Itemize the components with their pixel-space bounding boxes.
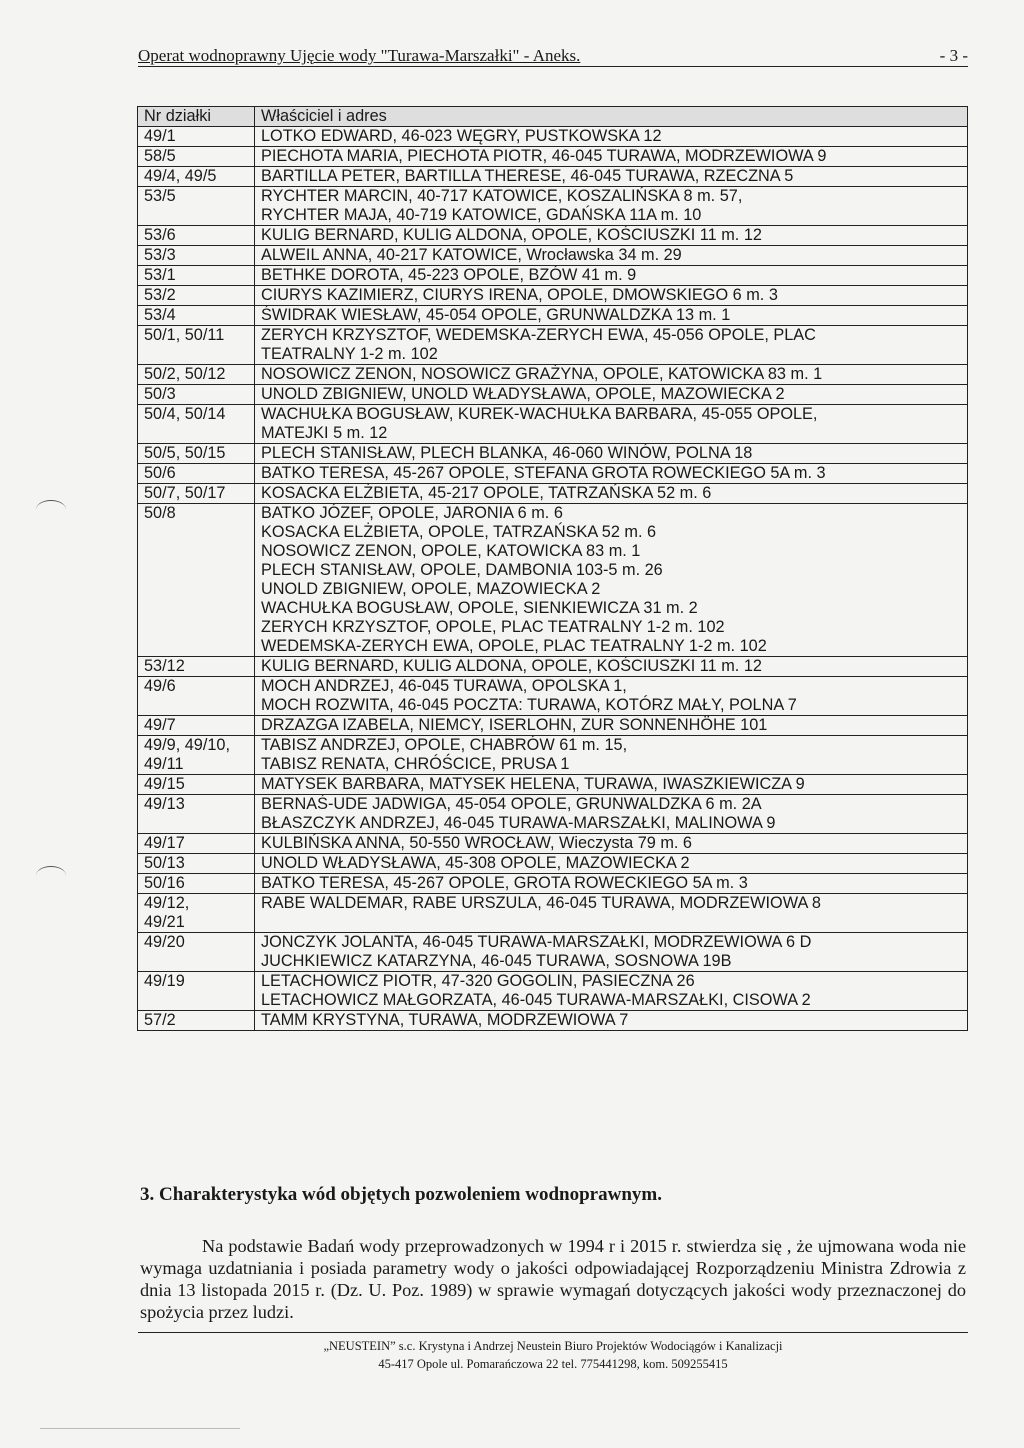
- owner-address-line: BARTILLA PETER, BARTILLA THERESE, 46-045 TURAWA, RZECZNA 5: [261, 167, 794, 185]
- table-row: [138, 933, 968, 972]
- parcel-number-cell: [138, 894, 255, 933]
- owner-address-line: RYCHTER MARCIN, 40-717 KATOWICE, KOSZALIŃSKA 8 m. 57,: [261, 187, 743, 205]
- table-row: [138, 854, 968, 874]
- owner-address-cell: [255, 775, 968, 795]
- parcel-number-cell: [138, 972, 255, 1011]
- owner-address-cell: [255, 405, 968, 444]
- scan-edge-line: [40, 1428, 240, 1429]
- footer-company: „NEUSTEIN” s.c. Krystyna i Andrzej Neustein Biuro Projektów Wodociągów i Kanalizacji: [323, 1339, 783, 1353]
- owner-address-cell: [255, 504, 968, 657]
- owner-address-cell: [255, 834, 968, 854]
- parcel-number: 50/2, 50/12: [144, 365, 226, 383]
- owner-address-line: PLECH STANISŁAW, PLECH BLANKA, 46-060 WINÓW, POLNA 18: [261, 444, 753, 462]
- parcel-number-cell: [138, 854, 255, 874]
- table-row: [138, 365, 968, 385]
- parcel-number-cell: [138, 306, 255, 326]
- owner-address-line: WEDEMSKA-ZERYCH EWA, OPOLE, PLAC TEATRALNY 1-2 m. 102: [261, 637, 767, 655]
- table-row: [138, 286, 968, 306]
- owner-address-cell: [255, 266, 968, 286]
- parcel-number: 50/8: [144, 504, 176, 522]
- owner-address-cell: [255, 1011, 968, 1031]
- owner-address-line: WACHUŁKA BOGUSŁAW, KUREK-WACHUŁKA BARBARA, 45-055 OPOLE,: [261, 405, 818, 423]
- owner-address-cell: [255, 972, 968, 1011]
- owner-address-cell: [255, 795, 968, 834]
- owner-address-cell: [255, 464, 968, 484]
- parcel-number-cell: [138, 464, 255, 484]
- owner-address-cell: [255, 933, 968, 972]
- table-header-row: [138, 107, 968, 127]
- owner-address-line: BETHKE DOROTA, 45-223 OPOLE, BZÓW 41 m. 9: [261, 266, 637, 284]
- owner-address-cell: [255, 894, 968, 933]
- parcel-number: 49/1: [144, 127, 176, 145]
- owner-address-line: KULIG BERNARD, KULIG ALDONA, OPOLE, KOŚCIUSZKI 11 m. 12: [261, 226, 762, 244]
- table-row: [138, 484, 968, 504]
- owner-address-line: ALWEIL ANNA, 40-217 KATOWICE, Wrocławska 34 m. 29: [261, 246, 682, 264]
- parcel-number: 50/5, 50/15: [144, 444, 226, 462]
- owner-address-line: DRZAZGA IZABELA, NIEMCY, ISERLOHN, ZUR SONNENHÖHE 101: [261, 716, 768, 734]
- column-header-parcel: Nr działki: [138, 107, 255, 127]
- parcel-number: 49/20: [144, 933, 185, 951]
- owner-address-line: MATEJKI 5 m. 12: [261, 424, 388, 442]
- owner-address-line: JONCZYK JOLANTA, 46-045 TURAWA-MARSZAŁKI, MODRZEWIOWA 6 D: [261, 933, 812, 951]
- table-row: [138, 736, 968, 775]
- owner-address-line: UNOLD WŁADYSŁAWA, 45-308 OPOLE, MAZOWIECKA 2: [261, 854, 690, 872]
- table-row: [138, 464, 968, 484]
- table-row: [138, 187, 968, 226]
- owner-address-line: RABE WALDEMAR, RABE URSZULA, 46-045 TURAWA, MODRZEWIOWA 8: [261, 894, 821, 912]
- parcel-number-cell: [138, 246, 255, 266]
- parcel-number: 50/6: [144, 464, 176, 482]
- parcel-number: 49/6: [144, 677, 176, 695]
- punch-hole-mark: [36, 500, 66, 519]
- owners-table: [137, 106, 968, 1031]
- parcel-number-cell: [138, 326, 255, 365]
- parcel-number-cell: [138, 167, 255, 187]
- owner-address-line: BERNAŚ-UDE JADWIGA, 45-054 OPOLE, GRUNWALDZKA 6 m. 2A: [261, 795, 762, 813]
- table-row: [138, 167, 968, 187]
- owner-address-line: BATKO JÓZEF, OPOLE, JARONIA 6 m. 6: [261, 504, 563, 522]
- owner-address-line: PIECHOTA MARIA, PIECHOTA PIOTR, 46-045 TURAWA, MODRZEWIOWA 9: [261, 147, 827, 165]
- punch-hole-mark: [36, 866, 66, 885]
- table-row: [138, 894, 968, 933]
- parcel-number: 49/13: [144, 795, 185, 813]
- page-footer: [138, 1332, 968, 1373]
- owner-address-line: NOSOWICZ ZENON, OPOLE, KATOWICKA 83 m. 1: [261, 542, 641, 560]
- parcel-number: 53/3: [144, 246, 176, 264]
- owner-address-cell: [255, 854, 968, 874]
- parcel-number-cell: [138, 1011, 255, 1031]
- parcel-number: 53/6: [144, 226, 176, 244]
- parcel-number-cell: [138, 127, 255, 147]
- table-row: [138, 657, 968, 677]
- parcel-number-cell: [138, 795, 255, 834]
- parcel-number-cell: [138, 657, 255, 677]
- owner-address-line: KULBIŃSKA ANNA, 50-550 WROCŁAW, Wieczysta 79 m. 6: [261, 834, 692, 852]
- table-row: [138, 795, 968, 834]
- parcel-number-cell: [138, 286, 255, 306]
- parcel-number: 50/13: [144, 854, 185, 872]
- table-row: [138, 266, 968, 286]
- owner-address-line: ŚWIDRAK WIESŁAW, 45-054 OPOLE, GRUNWALDZKA 13 m. 1: [261, 306, 731, 324]
- table-row: [138, 677, 968, 716]
- owner-address-cell: [255, 286, 968, 306]
- table-row: [138, 834, 968, 854]
- parcel-number: 53/1: [144, 266, 176, 284]
- owner-address-cell: [255, 246, 968, 266]
- owner-address-cell: [255, 736, 968, 775]
- owner-address-line: UNOLD ZBIGNIEW, UNOLD WŁADYSŁAWA, OPOLE, MAZOWIECKA 2: [261, 385, 785, 403]
- owner-address-line: KOSACKA ELŻBIETA, 45-217 OPOLE, TATRZAŃSKA 52 m. 6: [261, 484, 712, 502]
- table-row: [138, 226, 968, 246]
- table-row: [138, 385, 968, 405]
- parcel-number-cell: [138, 775, 255, 795]
- owner-address-cell: [255, 187, 968, 226]
- parcel-number: 50/4, 50/14: [144, 405, 226, 423]
- owner-address-line: TEATRALNY 1-2 m. 102: [261, 345, 438, 363]
- owner-address-line: KULIG BERNARD, KULIG ALDONA, OPOLE, KOŚCIUSZKI 11 m. 12: [261, 657, 762, 675]
- owner-address-cell: [255, 657, 968, 677]
- table-row: [138, 326, 968, 365]
- owner-address-cell: [255, 484, 968, 504]
- table-row: [138, 775, 968, 795]
- owner-address-line: LOTKO EDWARD, 46-023 WĘGRY, PUSTKOWSKA 12: [261, 127, 662, 145]
- table-row: [138, 1011, 968, 1031]
- footer-address: 45-417 Opole ul. Pomarańczowa 22 tel. 775441298, kom. 509255415: [378, 1357, 728, 1371]
- owner-address-line: KOSACKA ELŻBIETA, OPOLE, TATRZAŃSKA 52 m. 6: [261, 523, 657, 541]
- parcel-number: 50/16: [144, 874, 185, 892]
- parcel-number-cell: [138, 933, 255, 972]
- page-number: - 3 -: [939, 46, 968, 65]
- owner-address-line: LETACHOWICZ MAŁGORZATA, 46-045 TURAWA-MARSZAŁKI, CISOWA 2: [261, 991, 811, 1009]
- owner-address-cell: [255, 677, 968, 716]
- parcel-number-cell: [138, 716, 255, 736]
- parcel-number-cell: [138, 504, 255, 657]
- parcel-number: 53/5: [144, 187, 176, 205]
- owner-address-line: LETACHOWICZ PIOTR, 47-320 GOGOLIN, PASIECZNA 26: [261, 972, 695, 990]
- owner-address-cell: [255, 326, 968, 365]
- parcel-number: 50/1, 50/11: [144, 326, 225, 344]
- table-row: [138, 405, 968, 444]
- parcel-number: 53/4: [144, 306, 176, 324]
- parcel-number: 53/12: [144, 657, 185, 675]
- owner-address-cell: [255, 365, 968, 385]
- parcel-number: 50/7, 50/17: [144, 484, 226, 502]
- owners-table-body: [138, 127, 968, 1031]
- parcel-number: 49/12,: [144, 894, 190, 912]
- parcel-number-cell: [138, 226, 255, 246]
- owner-address-cell: [255, 444, 968, 464]
- table-row: [138, 444, 968, 464]
- parcel-number-cell: [138, 834, 255, 854]
- owner-address-cell: [255, 874, 968, 894]
- owner-address-cell: [255, 147, 968, 167]
- table-row: [138, 246, 968, 266]
- owner-address-line: BATKO TERESA, 45-267 OPOLE, STEFANA GROTA ROWECKIEGO 5A m. 3: [261, 464, 826, 482]
- table-row: [138, 147, 968, 167]
- parcel-number: 49/4, 49/5: [144, 167, 217, 185]
- parcel-number-cell: [138, 444, 255, 464]
- table-row: [138, 716, 968, 736]
- parcel-number: 49/19: [144, 972, 185, 990]
- table-row: [138, 306, 968, 326]
- parcel-number-cell: [138, 405, 255, 444]
- parcel-number: 49/11: [144, 755, 184, 773]
- owner-address-line: PLECH STANISŁAW, OPOLE, DAMBONIA 103-5 m. 26: [261, 561, 663, 579]
- table-row: [138, 874, 968, 894]
- owner-address-line: TAMM KRYSTYNA, TURAWA, MODRZEWIOWA 7: [261, 1011, 629, 1029]
- owner-address-line: MATYSEK BARBARA, MATYSEK HELENA, TURAWA, IWASZKIEWICZA 9: [261, 775, 805, 793]
- parcel-number-cell: [138, 266, 255, 286]
- owner-address-cell: [255, 226, 968, 246]
- parcel-number: 49/21: [144, 913, 185, 931]
- owner-address-cell: [255, 127, 968, 147]
- owner-address-line: UNOLD ZBIGNIEW, OPOLE, MAZOWIECKA 2: [261, 580, 601, 598]
- owner-address-line: JUCHKIEWICZ KATARZYNA, 46-045 TURAWA, SOSNOWA 19B: [261, 952, 732, 970]
- parcel-number: 49/17: [144, 834, 185, 852]
- parcel-number: 49/9, 49/10,: [144, 736, 231, 754]
- owner-address-line: CIURYS KAZIMIERZ, CIURYS IRENA, OPOLE, DMOWSKIEGO 6 m. 3: [261, 286, 778, 304]
- parcel-number-cell: [138, 385, 255, 405]
- header-title: Operat wodnoprawny Ujęcie wody "Turawa-Marszałki" - Aneks.: [138, 46, 581, 65]
- parcel-number-cell: [138, 187, 255, 226]
- table-row: [138, 972, 968, 1011]
- parcel-number-cell: [138, 147, 255, 167]
- owner-address-line: MOCH ROZWITA, 46-045 POCZTA: TURAWA, KOTÓRZ MAŁY, POLNA 7: [261, 696, 797, 714]
- owner-address-cell: [255, 306, 968, 326]
- table-row: [138, 127, 968, 147]
- section-paragraph: Na podstawie Badań wody przeprowadzonych w 1994 r i 2015 r. stwierdza się , że ujmowana woda nie wymaga uzdatniania i posiada parametry wody o jakości odpowiadającej Rozporządzeniu Ministra Zdrowia z dnia 13 listopada 2015 r. (Dz. U. Poz. 1989) w sprawie wymagań dotyczących jakości wody przeznaczonej do spożycia przez ludzi.: [140, 1236, 966, 1322]
- parcel-number: 57/2: [144, 1011, 176, 1029]
- owner-address-line: BŁASZCZYK ANDRZEJ, 46-045 TURAWA-MARSZAŁKI, MALINOWA 9: [261, 814, 776, 832]
- owner-address-line: ZERYCH KRZYSZTOF, OPOLE, PLAC TEATRALNY 1-2 m. 102: [261, 618, 725, 636]
- owner-address-line: BATKO TERESA, 45-267 OPOLE, GROTA ROWECKIEGO 5A m. 3: [261, 874, 748, 892]
- parcel-number: 49/15: [144, 775, 185, 793]
- owner-address-line: TABISZ ANDRZEJ, OPOLE, CHABRÓW 61 m. 15,: [261, 736, 628, 754]
- owner-address-line: ZERYCH KRZYSZTOF, WEDEMSKA-ZERYCH EWA, 45-056 OPOLE, PLAC: [261, 326, 816, 344]
- parcel-number-cell: [138, 365, 255, 385]
- page-header: [138, 44, 968, 67]
- parcel-number-cell: [138, 677, 255, 716]
- parcel-number: 53/2: [144, 286, 176, 304]
- owner-address-cell: [255, 167, 968, 187]
- owner-address-cell: [255, 716, 968, 736]
- owner-address-line: NOSOWICZ ZENON, NOSOWICZ GRAŻYNA, OPOLE, KATOWICKA 83 m. 1: [261, 365, 823, 383]
- parcel-number: 49/7: [144, 716, 176, 734]
- owner-address-cell: [255, 385, 968, 405]
- parcel-number-cell: [138, 484, 255, 504]
- owner-address-line: WACHUŁKA BOGUSŁAW, OPOLE, SIENKIEWICZA 31 m. 2: [261, 599, 698, 617]
- section-heading: 3. Charakterystyka wód objętych pozwoleniem wodnoprawnym.: [140, 1184, 662, 1205]
- owner-address-line: MOCH ANDRZEJ, 46-045 TURAWA, OPOLSKA 1,: [261, 677, 627, 695]
- column-header-owner: Właściciel i adres: [255, 107, 968, 127]
- owner-address-line: TABISZ RENATA, CHRÓŚCICE, PRUSA 1: [261, 755, 570, 773]
- table-row: [138, 504, 968, 657]
- parcel-number: 50/3: [144, 385, 176, 403]
- parcel-number: 58/5: [144, 147, 176, 165]
- parcel-number-cell: [138, 736, 255, 775]
- owner-address-line: RYCHTER MAJA, 40-719 KATOWICE, GDAŃSKA 11A m. 10: [261, 206, 702, 224]
- parcel-number-cell: [138, 874, 255, 894]
